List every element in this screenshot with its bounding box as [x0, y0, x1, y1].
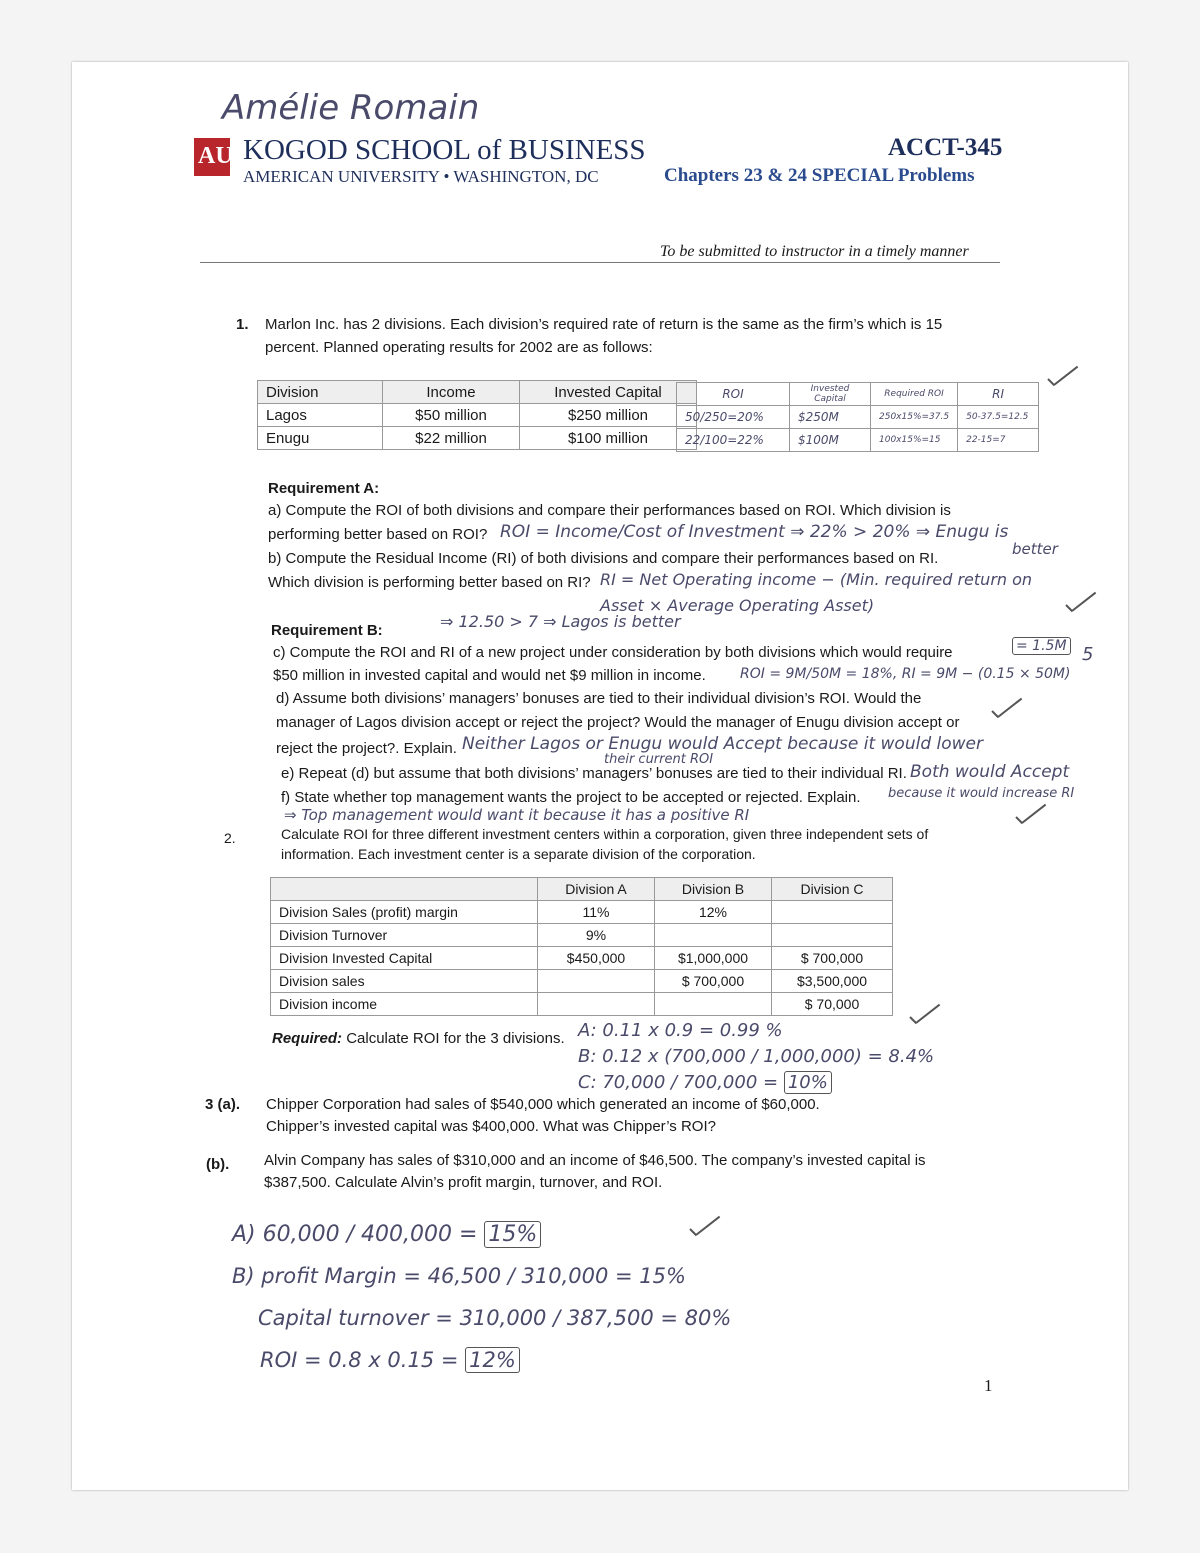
- q1-table: [257, 380, 697, 450]
- q1f-answer2: ⇒ Top management would want it because it has a positive RI: [284, 806, 750, 824]
- school-subtitle: AMERICAN UNIVERSITY • WASHINGTON, DC: [243, 167, 599, 186]
- requirement-a-title: Requirement A:: [268, 480, 380, 497]
- q2-table: Division A Division B Division C Division Sales (profit) margin 11% 12% Division Turnover 9% Division Invested Capital $450,000 $1,000,000 $ 700,000 Division sales $ 700,000 $3,500,000 Division income $ 70,000: [270, 877, 893, 1016]
- university-logo: AU: [194, 138, 230, 176]
- q2-number: 2.: [224, 830, 236, 846]
- q1-cell: Enugu: [258, 427, 383, 450]
- q1e-line: e) Repeat (d) but assume that both divisions’ managers’ bonuses are tied to their individual RI.: [281, 765, 907, 782]
- chapters-title: Chapters 23 & 24 SPECIAL Problems: [664, 165, 975, 186]
- q2-required: Required: Calculate ROI for the 3 divisions.: [272, 1030, 565, 1047]
- check-mark-icon: [1016, 810, 1046, 828]
- q3b-number: (b).: [206, 1156, 230, 1173]
- q1e-answer: Both would Accept: [910, 762, 1070, 782]
- q1c-line1: c) Compute the ROI and RI of a new project under consideration by both divisions which would require: [273, 644, 953, 661]
- check-mark-icon: [1066, 598, 1096, 616]
- q2-th-division-b: Division B: [655, 878, 772, 901]
- q1c-answer: ROI = 9M/50M = 18%, RI = 9M − (0.15 × 50M): [740, 666, 1071, 682]
- q1-th-income: Income: [383, 381, 520, 404]
- q1c-answer-result: = 1.5M: [1012, 638, 1071, 654]
- q1b-answer3: ⇒ 12.50 > 7 ⇒ Lagos is better: [440, 612, 681, 631]
- q1-handwritten-table: ROI Invested Capital Required ROI RI 50/250=20% $250M 250x15%=37.5 50-37.5=12.5 22/100=22% $100M 100x15%=15 22-15=7: [676, 382, 1039, 452]
- q1d-line2: manager of Lagos division accept or reject the project? Would the manager of Enugu division accept or: [276, 714, 960, 731]
- requirement-b-title: Requirement B:: [271, 622, 383, 639]
- submit-note: To be submitted to instructor in a timely manner: [660, 243, 969, 260]
- q1-intro-line1: Marlon Inc. has 2 divisions. Each division’s required rate of return is the same as the firm’s which is 15: [265, 316, 943, 333]
- q1b-answer: RI = Net Operating income − (Min. required return on: [600, 570, 1033, 589]
- q1-cell: $100 million: [520, 427, 697, 450]
- q1a-answer2: better: [1012, 540, 1058, 558]
- q1-th-capital: Invested Capital: [520, 381, 697, 404]
- q3a-answer: A) 60,000 / 400,000 = 15%: [232, 1222, 541, 1247]
- check-mark-icon: [910, 1010, 940, 1028]
- q1f-line: f) State whether top management wants the project to be accepted or rejected. Explain.: [281, 789, 861, 806]
- q3b-answer-roi: ROI = 0.8 x 0.15 = 12%: [260, 1348, 520, 1372]
- q2-th-division-c: Division C: [772, 878, 893, 901]
- q2-intro-line2: information. Each investment center is a separate division of the corporation.: [281, 846, 756, 862]
- student-name: Amélie Romain: [222, 88, 480, 128]
- q1d-line3: reject the project?. Explain.: [276, 740, 457, 757]
- q1a-line1: a) Compute the ROI of both divisions and compare their performances based on ROI. Which division is: [268, 502, 951, 519]
- check-mark-icon: [690, 1222, 720, 1240]
- q1b-line2: Which division is performing better based on RI?: [268, 574, 591, 591]
- q1f-answer: because it would increase RI: [888, 786, 1075, 801]
- q1-cell: $50 million: [383, 404, 520, 427]
- q1d-line1: d) Assume both divisions’ managers’ bonuses are tied to their individual division’s ROI. Would the: [276, 690, 922, 707]
- check-mark-icon: [1048, 372, 1078, 390]
- q1-number: 1.: [236, 316, 249, 333]
- q1-cell: $22 million: [383, 427, 520, 450]
- q3b-line2: $387,500. Calculate Alvin’s profit margin, turnover, and ROI.: [264, 1174, 663, 1191]
- page-number: 1: [984, 1376, 993, 1395]
- q3a-line1: Chipper Corporation had sales of $540,000 which generated an income of $60,000.: [266, 1096, 820, 1113]
- q1a-line2: performing better based on ROI?: [268, 526, 488, 543]
- q1d-answer2: their current ROI: [604, 752, 714, 767]
- q2-intro-line1: Calculate ROI for three different investment centers within a corporation, given three independent sets of: [281, 826, 929, 842]
- score-mark: 5: [1082, 644, 1094, 665]
- q1d-answer: Neither Lagos or Enugu would Accept because it would lower: [462, 734, 983, 754]
- q1-cell: $250 million: [520, 404, 697, 427]
- q1c-line2: $50 million in invested capital and would net $9 million in income.: [273, 667, 706, 684]
- q2-answer-b: B: 0.12 x (700,000 / 1,000,000) = 8.4%: [578, 1046, 935, 1067]
- q1b-answer2: Asset × Average Operating Asset): [600, 596, 875, 615]
- check-mark-icon: [992, 704, 1022, 722]
- q3a-number: 3 (a).: [205, 1096, 241, 1113]
- course-code: ACCT-345: [888, 134, 1003, 161]
- q1-cell: Lagos: [258, 404, 383, 427]
- q2-answer-a: A: 0.11 x 0.9 = 0.99 %: [578, 1020, 783, 1041]
- header-divider: [200, 262, 1000, 263]
- q3b-answer-margin: B) profit Margin = 46,500 / 310,000 = 15%: [232, 1264, 686, 1288]
- q1b-line1: b) Compute the Residual Income (RI) of both divisions and compare their performances based on RI.: [268, 550, 939, 567]
- q2-answer-c: C: 70,000 / 700,000 = 10%: [578, 1072, 832, 1093]
- q3b-answer-turnover: Capital turnover = 310,000 / 387,500 = 80%: [258, 1306, 732, 1330]
- q1-th-division: Division: [258, 381, 383, 404]
- q3b-line1: Alvin Company has sales of $310,000 and an income of $46,500. The company’s invested capital is: [264, 1152, 926, 1169]
- q1-intro-line2: percent. Planned operating results for 2002 are as follows:: [265, 339, 653, 356]
- school-name: KOGOD SCHOOL of BUSINESS: [243, 134, 646, 166]
- q1a-answer: ROI = Income/Cost of Investment ⇒ 22% > 20% ⇒ Enugu is: [500, 522, 1009, 542]
- q2-th-division-a: Division A: [538, 878, 655, 901]
- q3a-line2: Chipper’s invested capital was $400,000. What was Chipper’s ROI?: [266, 1118, 716, 1135]
